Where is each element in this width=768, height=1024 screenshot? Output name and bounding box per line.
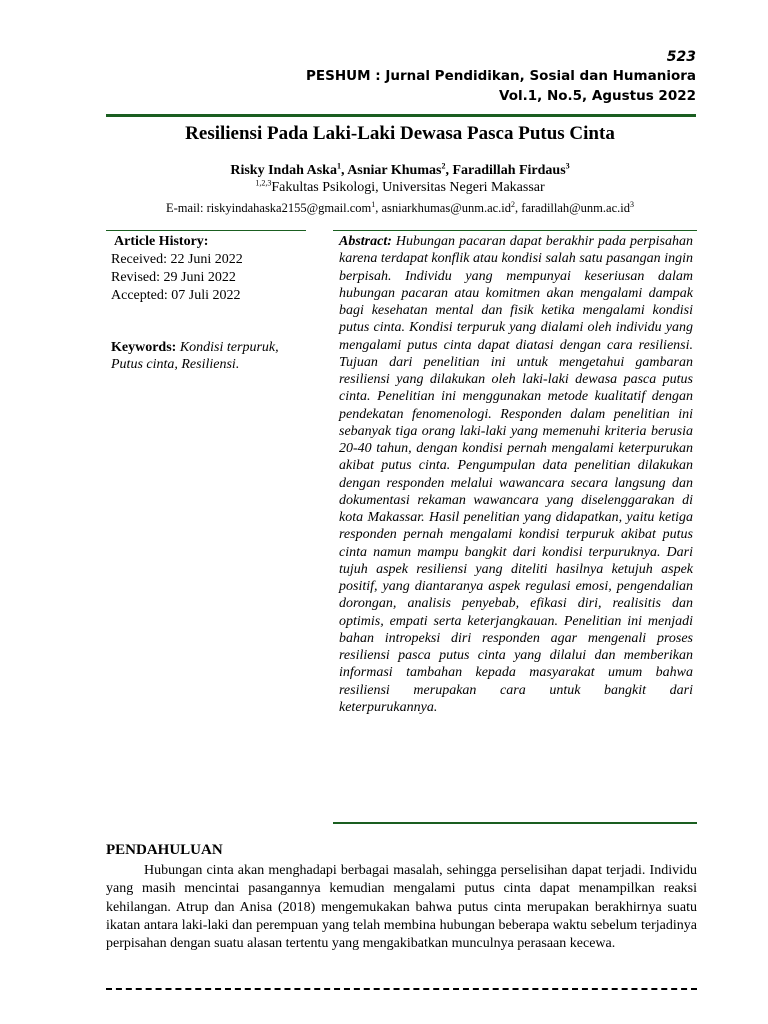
history-rule — [106, 230, 306, 231]
section-heading: PENDAHULUAN — [106, 842, 223, 858]
article-info — [111, 233, 306, 373]
email-2: , asniarkhumas@unm.ac.id — [375, 201, 512, 215]
abstract-label: Abstract: — [339, 234, 392, 249]
keywords-text: Kondisi terpuruk, Putus cinta, Resiliensi. — [111, 340, 279, 372]
paper-title: Resiliensi Pada Laki-Laki Dewasa Pasca Putus Cinta — [185, 123, 615, 144]
author-separator: , — [340, 163, 348, 178]
revised-date: Revised: 29 Juni 2022 — [111, 270, 236, 285]
email-line — [0, 201, 768, 216]
email-1-sup: 1 — [371, 199, 376, 209]
header-rule — [106, 114, 696, 117]
affiliation-sup: 1,2,3 — [255, 178, 272, 188]
received-date: Received: 22 Juni 2022 — [111, 252, 243, 267]
email-1: riskyindahaska2155@gmail.com — [206, 201, 372, 215]
affiliation-text: Fakultas Psikologi, Universitas Negeri Makassar — [271, 180, 545, 195]
abstract-rule-top — [333, 230, 697, 231]
email-3: , faradillah@unm.ac.id — [515, 201, 630, 215]
intro-paragraph: Hubungan cinta akan menghadapi berbagai masalah, sehingga perselisihan dapat terjadi. Individu yang masih mencintai pasangannya kemudian mengalami putus cinta dapat menampilkan reaksi kehilangan. Atrup dan Anisa (2018) mengemukakan bahwa putus cinta merupakan berakhirnya suatu ikatan antara laki-laki dan perempuan yang telah membina hubungan beberapa waktu sebelum terjadinya perpisahan dengan suatu alasan tertentu yang mengakibatkan munculnya perasaan kecewa. — [106, 863, 697, 952]
author-3: Faradillah Firdaus — [452, 163, 566, 178]
abstract — [339, 233, 693, 716]
email-prefix: E-mail: — [166, 201, 207, 215]
email-2-sup: 2 — [511, 199, 516, 209]
author-1: Risky Indah Aska — [230, 163, 337, 178]
footer-dashed-rule — [106, 988, 697, 990]
author-3-sup: 3 — [565, 161, 570, 171]
keywords-label: Keywords: — [111, 340, 177, 355]
author-2: Asniar Khumas — [347, 163, 442, 178]
author-separator: , — [445, 163, 453, 178]
author-2-sup: 2 — [441, 161, 446, 171]
affiliation — [0, 180, 768, 196]
author-1-sup: 1 — [336, 161, 341, 171]
history-heading: Article History: — [114, 234, 209, 249]
section-body — [106, 862, 697, 953]
author-list — [0, 163, 768, 179]
abstract-text: Hubungan pacaran dapat berakhir pada perpisahan karena terdapat konflik atau kondisi salah satu pasangan ingin berpisah. Individu yang mempunyai keseriusan dalam hubungan pacaran atau komitmen akan mengalami dampak bagi kesehatan mental dan fisik ketika mengalami kondisi putus cinta. Kondisi terpuruk yang dialami oleh individu yang mengalami putus cinta dapat diatasi dengan cara resiliensi. Tujuan dari penelitian ini untuk mengetahui gambaran resiliensi yang dilakukan oleh laki-laki dewasa pasca putus cinta. Penelitian ini menggunakan metode kualitatif dengan pendekatan fenomenologi. Responden dalam penelitian ini sebanyak tiga orang laki-laki yang memenuhi kriteria berusia 20-40 tahun, dengan kondisi pernah mengalami keterpurukan akibat putus cinta. Pengumpulan data penelitian dilakukan dengan responden melalui wawancara secara langsung dan dokumentasi rekaman wawancara yang diselenggarakan di kota Makassar. Hasil penelitian yang didapatkan, yaitu ketiga responden pernah mengalami kondisi terpuruk akibat putus cinta namun mampu bangkit dari kondisi terpuruknya. Dari tujuh aspek resiliensi yang diteliti hasilnya ketujuh aspek positif, yang diantaranya aspek regulasi emosi, pengendalian dorongan, analisis penyebab, efikasi diri, realisitis dan optimis, empati serta keterjangkauan. Penelitian ini menjadi bahan intropeksi diri responden agar mengenali proses resiliensi pasca putus cinta yang dilalui dan memberikan informasi tambahan kepada masyarakat umum bahwa resiliensi merupakan cara untuk bangkit dari keterpurukannya. — [339, 234, 693, 715]
journal-name: PESHUM : Jurnal Pendidikan, Sosial dan Humaniora — [306, 68, 696, 84]
journal-volume: Vol.1, No.5, Agustus 2022 — [498, 88, 696, 104]
abstract-rule-bottom — [333, 822, 697, 824]
email-3-sup: 3 — [629, 199, 634, 209]
accepted-date: Accepted: 07 Juli 2022 — [111, 288, 241, 303]
page-number: 523 — [666, 49, 696, 65]
keywords — [111, 339, 306, 373]
